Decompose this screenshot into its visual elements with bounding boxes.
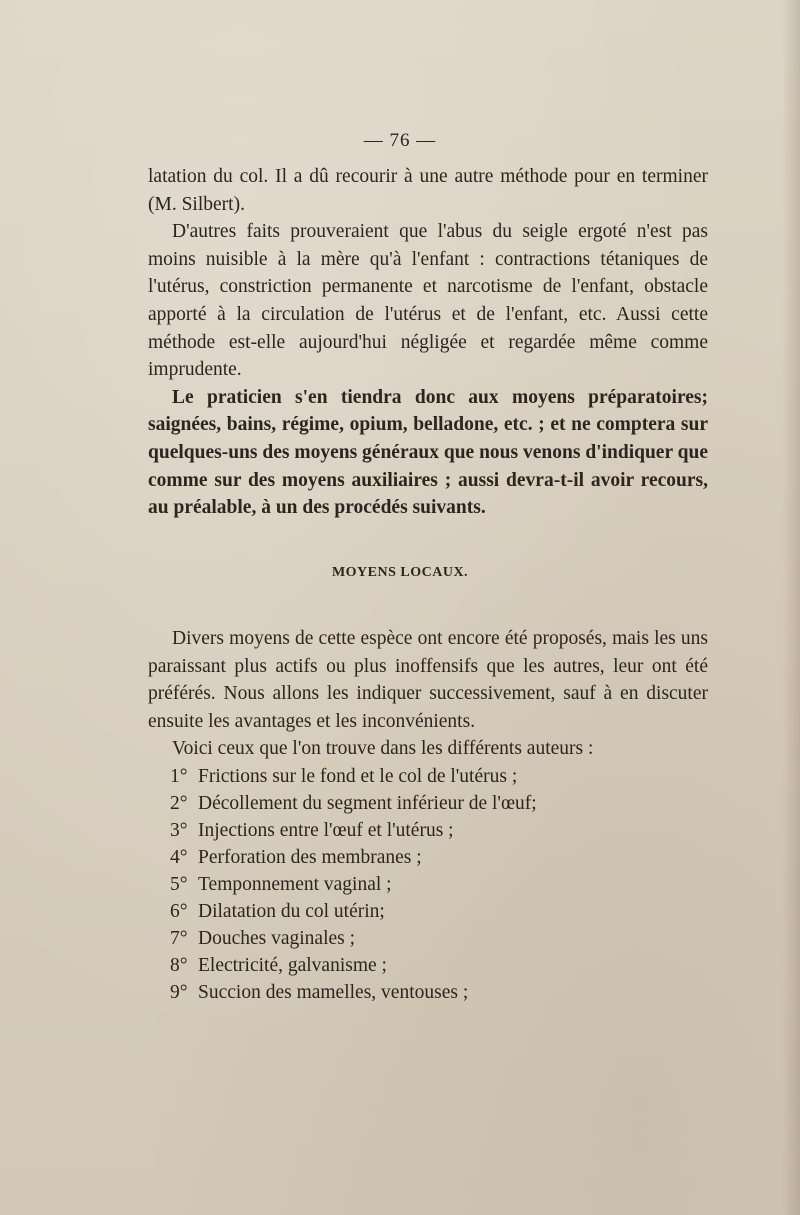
list-item-text: Décollement du segment inférieur de l'œuf; [198, 793, 537, 814]
list-item-number: 7° [170, 928, 188, 949]
paragraph-seigle-ergote: D'autres faits prouveraient que l'abus du seigle ergoté n'est pas moins nuisible à la mère qu'à l'enfant : contractions tétaniques de l'utérus, constriction permanente et narcotisme de l'enfant, obstacle apporté à la circulation de l'utérus et de l'enfant, etc. Aussi cette méthode est-elle aujourd'hui négligée et regardée même comme imprudente. [148, 221, 708, 381]
list-item-number: 4° [170, 847, 188, 868]
list-item-text: Dilatation du col utérin; [198, 901, 385, 922]
list-item [170, 790, 537, 817]
methods-list [170, 763, 537, 1006]
list-item-text: Douches vaginales ; [198, 928, 356, 949]
paragraph-continuation: latation du col. Il a dû recourir à une autre méthode pour en terminer (M. Silbert). [148, 166, 708, 215]
list-item-number: 6° [170, 901, 188, 922]
list-item [170, 817, 537, 844]
list-item [170, 763, 537, 790]
paragraph-voici: Voici ceux que l'on trouve dans les différents auteurs : [172, 738, 594, 760]
list-item [170, 979, 537, 1006]
list-item [170, 898, 537, 925]
list-item-text: Frictions sur le fond et le col de l'utérus ; [198, 766, 518, 787]
list-item [170, 871, 537, 898]
list-item [170, 952, 537, 979]
text-section-1 [148, 163, 708, 522]
list-item-number: 8° [170, 955, 188, 976]
list-item-number: 2° [170, 793, 188, 814]
paragraph-divers-moyens: Divers moyens de cette espèce ont encore été proposés, mais les uns paraissant plus actifs ou plus inoffensifs que les autres, leur ont été préférés. Nous allons les indiquer successivement, sauf à en discuter ensuite les avantages et les inconvénients. [148, 628, 708, 732]
list-item-text: Perforation des membranes ; [198, 847, 422, 868]
list-item-text: Electricité, galvanisme ; [198, 955, 387, 976]
list-item [170, 925, 537, 952]
list-item-text: Injections entre l'œuf et l'utérus ; [198, 820, 454, 841]
page-edge-shadow [782, 0, 800, 1215]
list-item-number: 9° [170, 982, 188, 1003]
section-heading: MOYENS LOCAUX. [331, 565, 469, 580]
list-item-text: Temponnement vaginal ; [198, 874, 392, 895]
text-section-2 [148, 625, 708, 763]
list-item-number: 5° [170, 874, 188, 895]
list-item-text: Succion des mamelles, ventouses ; [198, 982, 469, 1003]
list-item [170, 844, 537, 871]
paragraph-praticien: Le praticien s'en tiendra donc aux moyens préparatoires; saignées, bains, régime, opium, belladone, etc. ; et ne comptera sur quelques-uns des moyens généraux que nous venons d'indiquer que comme sur des moyens auxiliaires ; aussi devra-t-il avoir recours, au préalable, à un des procédés suivants. [148, 386, 708, 519]
list-item-number: 1° [170, 766, 188, 787]
list-item-number: 3° [170, 820, 188, 841]
page-number: — 76 — [363, 130, 437, 151]
